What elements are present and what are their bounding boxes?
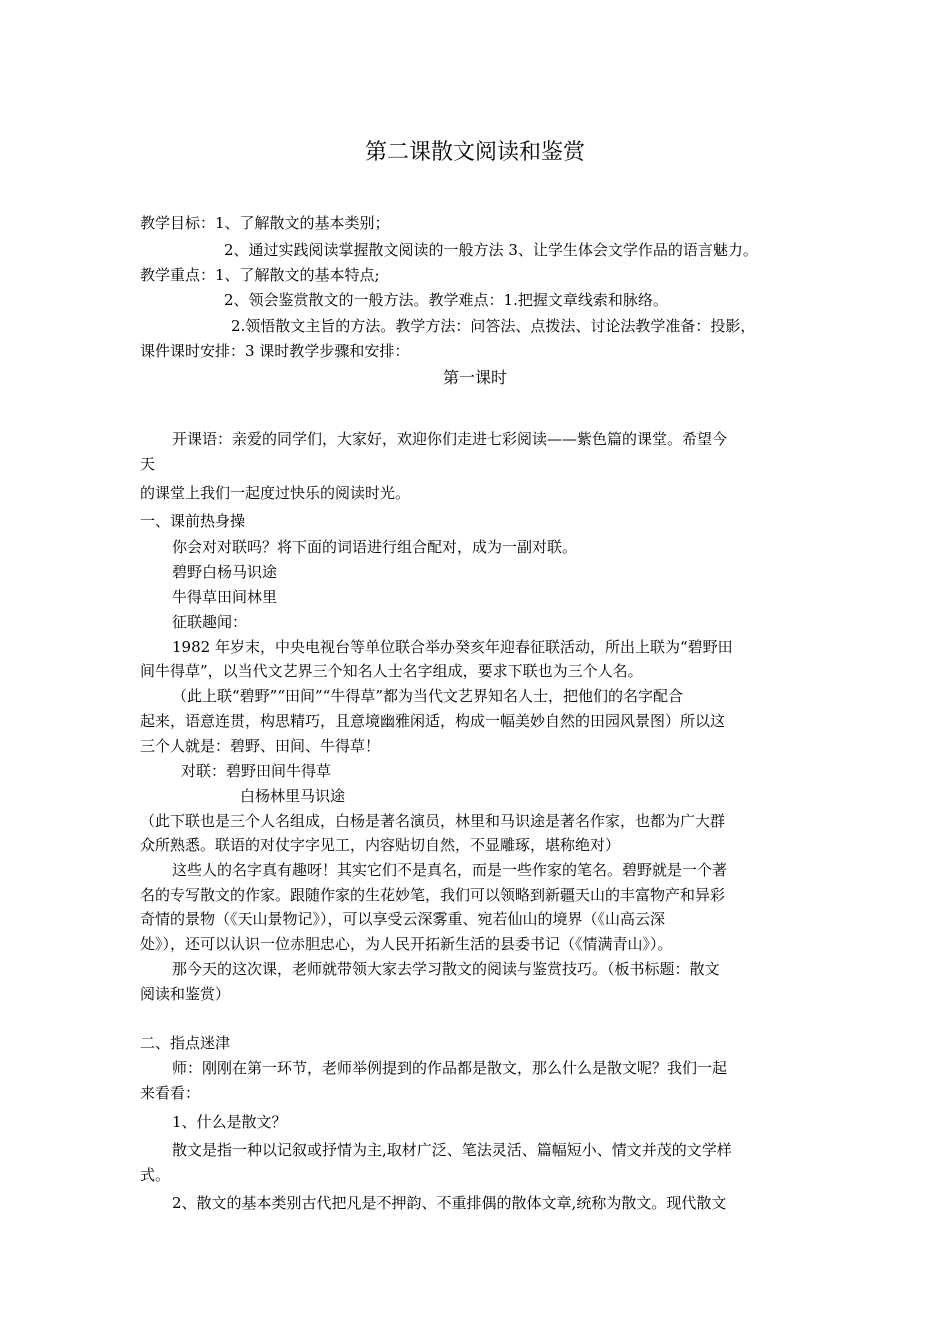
couplet-words-line: 牛得草田间林里 [172,588,278,606]
teaching-goals-line: 教学目标：1、了解散文的基本类别； [140,214,390,232]
paragraph-line: 散文是指一种以记叙或抒情为主,取材广泛、笔法灵活、篇幅短小、情文并茂的文学样 [172,1141,732,1159]
paragraph-line: 那今天的这次课，老师就带领大家去学习散文的阅读与鉴赏技巧。（板书标题：散文 [172,960,720,978]
paragraph-line: 天 [140,455,156,473]
paragraph-line: 间牛得草”，以当代文艺界三个知名人士名字组成，要求下联也为三个人名。 [140,662,643,680]
paragraph-line: 众所熟悉。联语的对仗字字见工，内容贴切自然，不显雕琢，堪称绝对） [140,836,621,854]
subsection-heading: 1、什么是散文？ [172,1113,287,1131]
paragraph-line: 奇情的景物（《天山景物记》），可以享受云深雾重、宛若仙山的境界（《山高云深 [140,910,666,928]
paragraph-line: （此上联“碧野”“田间”“牛得草”都为当代文艺界知名人士，把他们的名字配合 [172,687,684,705]
paragraph-line: 阅读和鉴赏） [140,985,231,1003]
section-heading: 二、指点迷津 [140,1034,231,1052]
paragraph-line: 1982 年岁末，中央电视台等单位联合举办癸亥年迎春征联活动，所出上联为“碧野田 [172,638,733,656]
teaching-focus-continued: 2、领会鉴赏散文的一般方法。教学难点：1.把握文章线索和脉络。 [224,291,668,309]
paragraph-line: 你会对对联吗？将下面的词语进行组合配对，成为一副对联。 [172,538,578,556]
paragraph-line: 处》），还可以认识一位赤胆忠心，为人民开拓新生活的县委书记（《情满青山》）。 [140,935,673,953]
paragraph-line: 征联趣闻： [172,613,248,631]
subsection-heading: 2、散文的基本类别古代把凡是不押韵、不重排偶的散体文章,统称为散文。现代散文 [172,1194,727,1212]
paragraph-line: 起来，语意连贯，构思精巧，且意境幽雅闲适，构成一幅美妙自然的田园风景图）所以这 [140,712,726,730]
document-title: 第二课散文阅读和鉴赏 [364,140,585,165]
section-heading: 一、课前热身操 [140,512,246,530]
couplet-line: 对联：碧野田间牛得草 [181,762,332,780]
paragraph-line: 名的专写散文的作家。跟随作家的生花妙笔，我们可以领略到新疆天山的丰富物产和异彩 [140,886,726,904]
paragraph-line: （此下联也是三个人名组成，白杨是著名演员，林里和马识途是著名作家，也都为广大群 [140,812,726,830]
paragraph-line: 来看看： [140,1084,201,1102]
paragraph-line: 这些人的名字真有趣呀！其实它们不是真名，而是一些作家的笔名。碧野就是一个著 [172,861,728,879]
teaching-methods-line: 2.领悟散文主旨的方法。教学方法：问答法、点拨法、讨论法教学准备：投影， [231,317,756,335]
paragraph-line: 式。 [140,1166,171,1184]
paragraph-line: 师：刚刚在第一环节，老师举例提到的作品都是散文，那么什么是散文呢？我们一起 [172,1059,728,1077]
lesson-heading: 第一课时 [442,368,507,387]
paragraph-line: 三个人就是：碧野、田间、牛得草！ [140,737,381,755]
couplet-line: 白杨林里马识途 [240,787,346,805]
schedule-line: 课件课时安排：3 课时教学步骤和安排： [140,342,410,360]
paragraph-line: 的课堂上我们一起度过快乐的阅读时光。 [140,484,411,502]
couplet-words-line: 碧野白杨马识途 [172,563,278,581]
teaching-goals-continued: 2、通过实践阅读掌握散文阅读的一般方法 3、让学生体会文学作品的语言魅力。 [224,241,758,259]
teaching-focus-line: 教学重点：1、了解散文的基本特点; [140,266,380,284]
paragraph-line: 开课语：亲爱的同学们，大家好，欢迎你们走进七彩阅读——紫色篇的课堂。希望今 [172,430,728,448]
